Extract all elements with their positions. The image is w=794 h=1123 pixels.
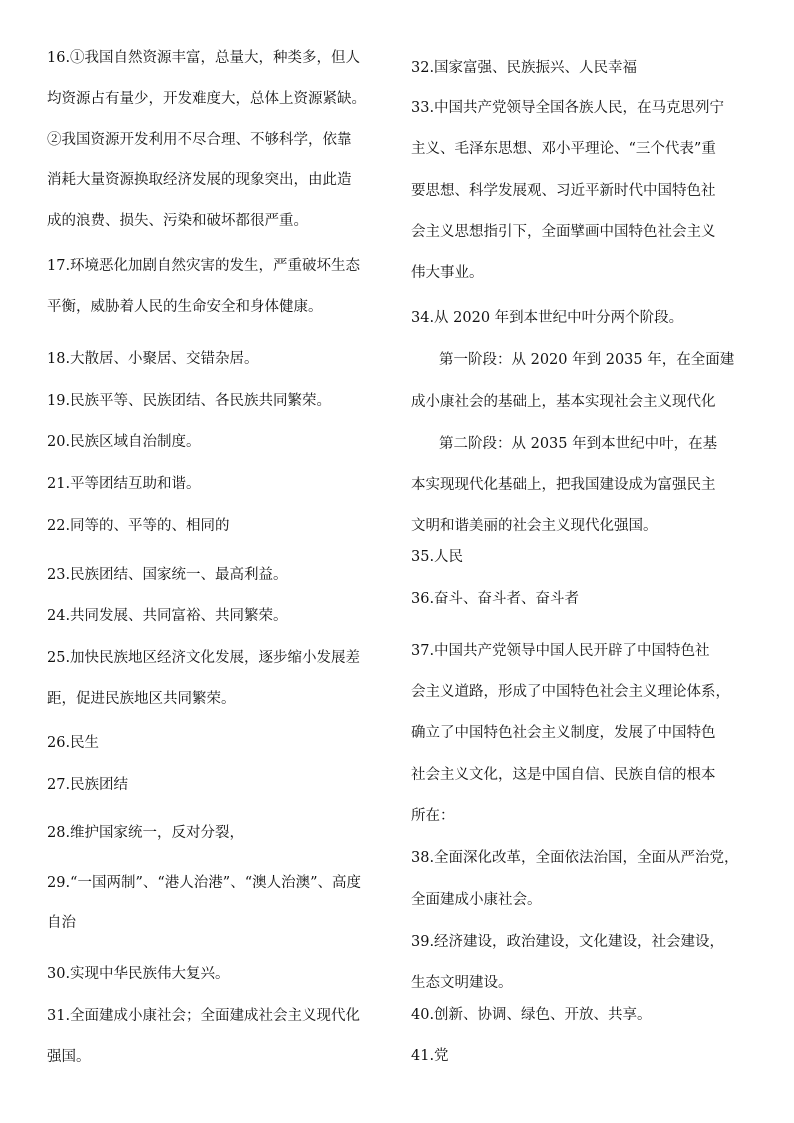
answer-line: 文明和谐美丽的社会主义现代化强国。 (411, 518, 658, 534)
answer-line: 41.党 (411, 1048, 449, 1064)
answer-line: 本实现现代化基础上，把我国建设成为富强民主 (411, 477, 716, 493)
answer-line: 39.经济建设，政治建设，文化建设，社会建设， (411, 934, 725, 950)
answer-line: 18.大散居、小聚居、交错杂居。 (47, 351, 259, 367)
answer-line: 会主义思想指引下，全面擘画中国特色社会主义 (411, 224, 716, 240)
answer-line: 36.奋斗、奋斗者、奋斗者 (411, 591, 580, 607)
answer-line: 33.中国共产党领导全国各族人民，在马克思列宁 (411, 100, 725, 116)
answer-line: 23.民族团结、国家统一、最高利益。 (47, 567, 288, 583)
answer-line: 26.民生 (47, 735, 100, 751)
answer-line: 强国。 (47, 1049, 91, 1065)
answer-line: 27.民族团结 (47, 777, 129, 793)
answer-line: 20.民族区域自治制度。 (47, 434, 201, 450)
answer-line: 平衡，威胁着人民的生命安全和身体健康。 (47, 299, 323, 315)
answer-line: 28.维护国家统一，反对分裂， (47, 825, 245, 841)
answer-line: 24.共同发展、共同富裕、共同繁荣。 (47, 608, 288, 624)
answer-line: 19.民族平等、民族团结、各民族共同繁荣。 (47, 393, 332, 409)
answer-line: 伟大事业。 (411, 265, 484, 281)
answer-line: 成的浪费、损失、污染和破坏都很严重。 (47, 213, 308, 229)
answer-line: 34.从 2020 年到本世纪中叶分两个阶段。 (411, 310, 684, 326)
answer-line: 第一阶段：从 2020 年到 2035 年，在全面建 (439, 352, 735, 368)
answer-line: 社会主义文化，这是中国自信、民族自信的根本 (411, 767, 716, 783)
answer-line: ②我国资源开发利用不尽合理、不够科学，依靠 (47, 132, 352, 148)
answer-line: 29.“一国两制”、“港人治港”、“澳人治澳”、高度 (47, 875, 362, 891)
answer-line: 16.①我国自然资源丰富，总量大，种类多，但人 (47, 50, 361, 66)
answer-line: 距，促进民族地区共同繁荣。 (47, 691, 236, 707)
answer-line: 38.全面深化改革，全面依法治国，全面从严治党， (411, 850, 739, 866)
answer-line: 17.环境恶化加剧自然灾害的发生，严重破坏生态 (47, 258, 361, 274)
answer-line: 35.人民 (411, 549, 464, 565)
answer-line: 确立了中国特色社会主义制度，发展了中国特色 (411, 725, 716, 741)
answer-line: 21.平等团结互助和谐。 (47, 476, 201, 492)
answer-line: 会主义道路，形成了中国特色社会主义理论体系， (411, 684, 730, 700)
answer-line: 全面建成小康社会。 (411, 892, 542, 908)
answer-line: 主义、毛泽东思想、邓小平理论、“三个代表”重 (411, 141, 716, 157)
answer-line: 37.中国共产党领导中国人民开辟了中国特色社 (411, 643, 710, 659)
answer-line: 成小康社会的基础上，基本实现社会主义现代化 (411, 394, 716, 410)
answer-line: 第二阶段：从 2035 年到本世纪中叶，在基 (439, 436, 718, 452)
answer-line: 生态文明建设。 (411, 975, 513, 991)
answer-line: 自治 (47, 915, 76, 931)
answer-line: 30.实现中华民族伟大复兴。 (47, 966, 230, 982)
answer-line: 31.全面建成小康社会；全面建成社会主义现代化 (47, 1008, 361, 1024)
answer-line: 40.创新、协调、绿色、开放、共享。 (411, 1007, 652, 1023)
answer-line: 要思想、科学发展观、习近平新时代中国特色社 (411, 183, 716, 199)
answer-line: 32.国家富强、民族振兴、人民幸福 (411, 60, 638, 76)
answer-line: 22.同等的、平等的、相同的 (47, 518, 230, 534)
answer-line: 所在： (411, 808, 455, 824)
answer-line: 消耗大量资源换取经济发展的现象突出，由此造 (47, 172, 352, 188)
answer-line: 均资源占有量少，开发难度大，总体上资源紧缺。 (47, 91, 366, 107)
answer-line: 25.加快民族地区经济文化发展，逐步缩小发展差 (47, 650, 361, 666)
